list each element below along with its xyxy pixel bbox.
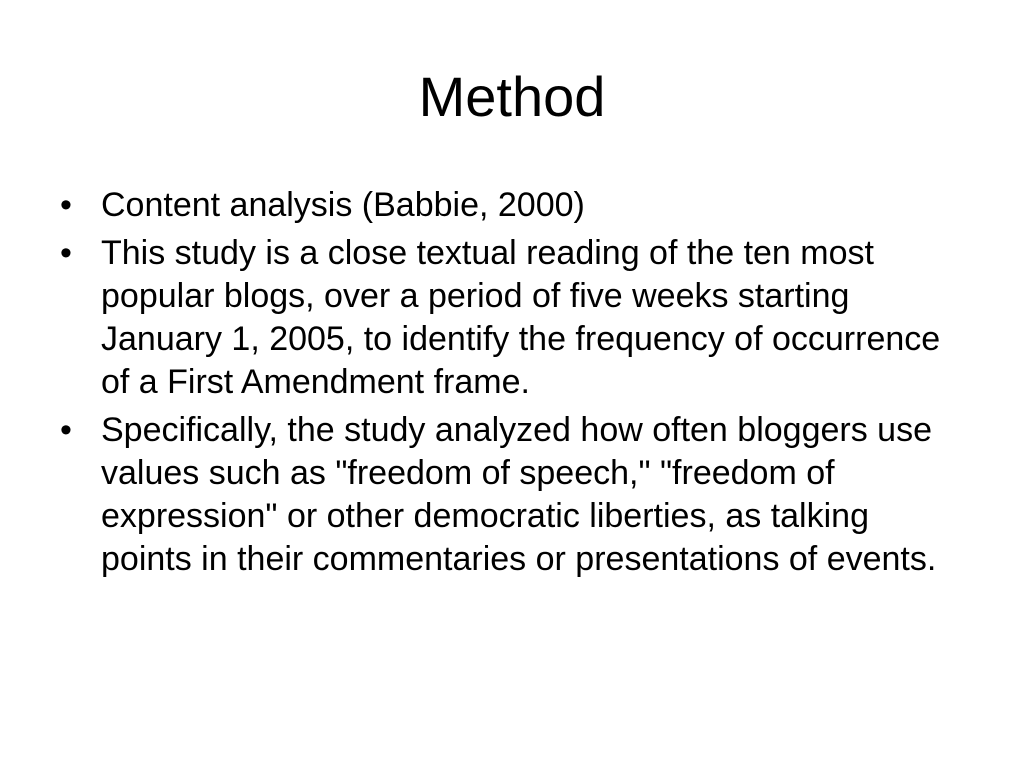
bullet-icon: •: [60, 411, 72, 449]
bullet-icon: •: [60, 234, 72, 272]
slide-title: Method: [418, 65, 606, 128]
bullet-item: [60, 184, 960, 227]
bullet-item: [60, 409, 960, 581]
bullet-text: This study is a close textual reading of the ten most popular blogs, over a period of five weeks starting January 1, 2005, to identify the frequency of occurrence of a First Amendment frame.: [101, 234, 941, 401]
bullet-icon: •: [60, 186, 72, 224]
bullet-list: [60, 184, 960, 586]
bullet-text: Specifically, the study analyzed how often bloggers use values such as "freedom of speech," "freedom of expression" or other democratic liberties, as talking points in their commentaries or presentations of events.: [101, 411, 937, 578]
bullet-item: [60, 232, 960, 404]
bullet-text: Content analysis (Babbie, 2000): [101, 186, 585, 224]
